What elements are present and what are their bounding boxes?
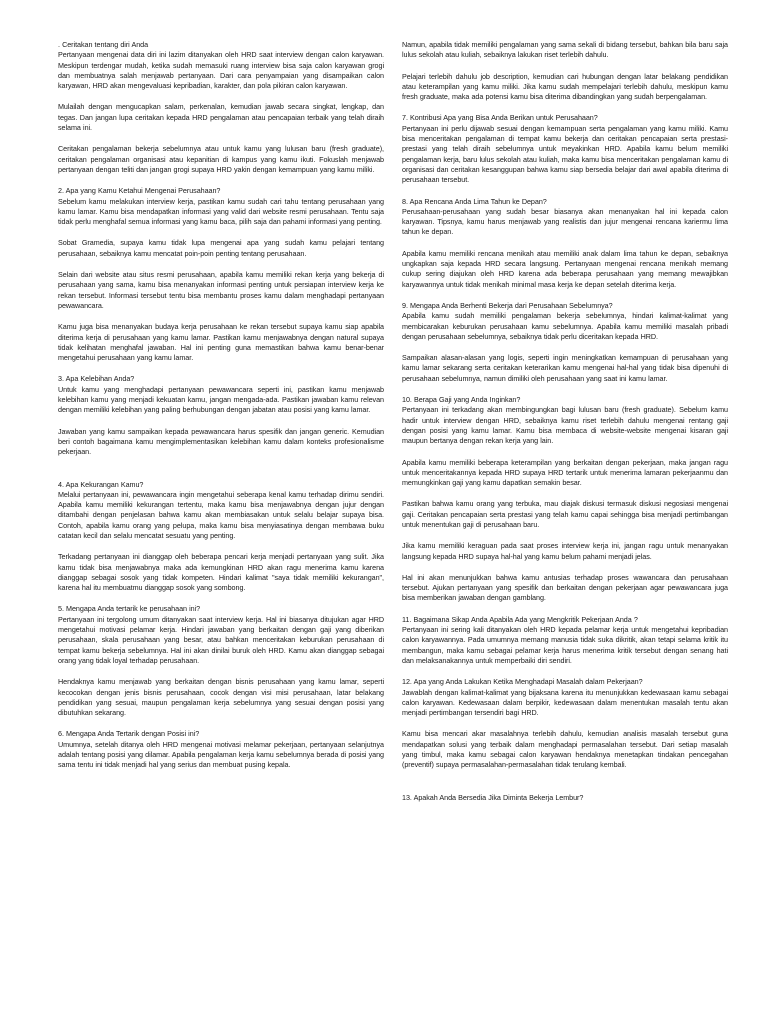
paragraph: Pelajari terlebih dahulu job description, kemudian cari hubungan dengan latar belakang pendidikan atau keterampilan yang kamu miliki. Jika kamu sudah mempelajari terlebih dahulu, meskipun kamu fresh graduate, maka ada potensi kamu bisa diterima dibandingkan yang sudah berpengalaman. bbox=[402, 71, 728, 102]
paragraph: Apabila kamu memiliki rencana menikah atau memiliki anak dalam lima tahun ke depan, sebaiknya ungkapkan saja kepada HRD secara langsung. Pertanyaan mengenai rencana menikah memang cukup sering diajukan oleh HRD karena ada beberapa perusahaan yang memang mewajibkan karyawannya untuk tidak menikah minimal masa kerja ke depan setelah diterima kerja. bbox=[402, 248, 728, 289]
paragraph: Selain dari website atau situs resmi perusahaan, apabila kamu memiliki rekan kerja yang bekerja di perusahaan yang sama, kamu bisa menanyakan informasi penting untuk persiapan interview kerja ke rekan tersebut. Informasi tersebut tentu bisa membantu proses kamu dalam menghadapi pertanyaan pewawancara. bbox=[58, 270, 384, 310]
paragraph: Pastikan bahwa kamu orang yang terbuka, mau diajak diskusi termasuk diskusi negosiasi mengenai gaji. Ceritakan pencapaian serta prestasi yang telah kamu capai sehingga bisa menjadi pertimbangan untuk menentukan gaji di perusahaan baru. bbox=[402, 499, 728, 529]
paragraph: Mulailah dengan mengucapkan salam, perkenalan, kemudian jawab secara singkat, lengkap, dan tegas. Dan jangan lupa ceritakan kepada HRD pengalaman atau pencapaian terbaik yang telah diraih selama ini. bbox=[58, 102, 384, 133]
paragraph: Hal ini akan menunjukkan bahwa kamu antusias terhadap proses wawancara dan perusahaan tersebut. Ajukan pertanyaan yang spesifik dan berkaitan dengan pekerjaan agar pewawancara juga bisa memberikan jawaban dengan gamblang. bbox=[402, 572, 728, 603]
paragraph: Kamu juga bisa menanyakan budaya kerja perusahaan ke rekan tersebut supaya kamu siap apabila diterima kerja di perusahaan yang kamu lamar. Pastikan kamu menjawabnya dengan natural supaya tidak kelihatan menghafal jawaban. Hal ini penting guna memastikan bahwa kamu benar-benar mengetahui perusahaan yang kamu lamar. bbox=[58, 322, 384, 363]
paragraph: 11. Bagaimana Sikap Anda Apabila Ada yang Mengkritik Pekerjaan Anda ? Pertanyaan ini sering kali ditanyakan oleh HRD kepada pelamar kerja untuk mengetahui kepribadian calon karyawannya. Pada umumnya memang manusia tidak suka dikritik, akan tetapi selama kritik itu membangun, maka kamu sebagai pelamar kerja harus menerima kritik tersebut dengan senang hati dan melaksanakannya untuk memperbaiki diri sendiri. bbox=[402, 614, 728, 665]
paragraph: 3. Apa Kelebihan Anda? Untuk kamu yang menghadapi pertanyaan pewawancara seperti ini, pastikan kamu menjawab kelebihan kamu yang menjadi kekuatan kamu, jangan mengada-ada. Pastikan jawaban kamu relevan dengan memiliki kelebihan yang paling berhubungan dengan jabatan atau posisi yang kamu lamar. bbox=[58, 374, 384, 415]
paragraph: Jawaban yang kamu sampaikan kepada pewawancara harus spesifik dan jangan generic. Kemudian beri contoh bagaimana kamu mengimplementasikan kelebihan kamu dalam konteks profesionalisme pekerjaan. bbox=[58, 426, 384, 457]
paragraph: 6. Mengapa Anda Tertarik dengan Posisi ini? Umumnya, setelah ditanya oleh HRD mengenai motivasi melamar pekerjaan, pertanyaan selanjutnya adalah tentang posisi yang dilamar. Apabila pengalaman kerja kamu sebelumnya berada di posisi yang sama tentu ini tidak menjadi hal yang serius dan membuat pusing kepala. bbox=[58, 729, 384, 770]
right-column bbox=[402, 40, 728, 1024]
paragraph: 10. Berapa Gaji yang Anda Inginkan? Pertanyaan ini terkadang akan membingungkan bagi lulusan baru (fresh graduate). Sebelum kamu hadir untuk interview dengan HRD, sebaiknya kamu riset terlebih dahulu mengenai rentang gaji dengan posisi yang kamu lamar. Kamu bisa membaca di website-website mengenai kisaran gaji maupun bertanya dengan rekan kerja yang lain. bbox=[402, 395, 728, 446]
paragraph: Sobat Gramedia, supaya kamu tidak lupa mengenai apa yang sudah kamu pelajari tentang perusahaan, sebaiknya kamu mencatat poin-poin penting tentang perusahaan. bbox=[58, 238, 384, 258]
paragraph: Namun, apabila tidak memiliki pengalaman yang sama sekali di bidang tersebut, bahkan bila baru saja lulus sekolah atau kuliah, sebaiknya lakukan riset terlebih dahulu. bbox=[402, 40, 728, 60]
paragraph: Sampaikan alasan-alasan yang logis, seperti ingin meningkatkan kemampuan di perusahaan yang kamu lamar sekarang serta ceritakan keterarikan kamu mengenai hal-hal yang tidak bisa dipenuhi di perusahaan sebelumnya, namun dimiliki oleh perusahaan yang saat ini kamu lamar. bbox=[402, 353, 728, 383]
left-column bbox=[58, 40, 384, 1024]
paragraph: 12. Apa yang Anda Lakukan Ketika Menghadapi Masalah dalam Pekerjaan? Jawablah dengan kalimat-kalimat yang bijaksana karena itu menunjukkan kedewasaan kamu sebagai calon karyawan. Kedewasaan dalam berpikir, kedewasaan dalam menentukan masalah tentu akan menjadi pertimbangan tersendiri bagi HRD. bbox=[402, 677, 728, 718]
paragraph: 4. Apa Kekurangan Kamu? Melalui pertanyaan ini, pewawancara ingin mengetahui seberapa kenal kamu terhadap dirimu sendiri. Apabila kamu memiliki kekurangan tertentu, maka kamu bisa menjawabnya dengan jujur dengan ditambahi dengan penjelasan bahwa kamu akan membiasakan untuk selalu belajar supaya bisa. Contoh, apabila kamu orang yang pelupa, maka kamu bisa menyiasatinya dengan membawa buku catatan kecil dan selalu mencatat sesuatu yang penting. bbox=[58, 479, 384, 540]
paragraph: 13. Apakah Anda Bersedia Jika Diminta Bekerja Lembur? bbox=[402, 792, 584, 802]
paragraph: Jika kamu memiliki keraguan pada saat proses interview kerja ini, jangan ragu untuk menanyakan langsung kepada HRD supaya hal-hal yang kamu belum pahami menjadi jelas. bbox=[402, 541, 728, 561]
paragraph: 5. Mengapa Anda tertarik ke perusahaan ini? Pertanyaan ini tergolong umum ditanyakan saat interview kerja. Hal ini biasanya ditujukan agar HRD mengetahui motivasi pelamar kerja. Hindari jawaban yang berkaitan dengan gaji yang diberikan perusahaan, skala perusahaan yang besar, atau bahkan menceritakan keburukan perusahaan di tempat kamu bekerja sebelumnya. Hal ini akan dinilai buruk oleh HRD. Kamu akan dianggap sebagai orang yang tidak loyal terhadap perusahaan. bbox=[58, 604, 384, 665]
paragraph: 2. Apa yang Kamu Ketahui Mengenai Perusahaan? Sebelum kamu melakukan interview kerja, pastikan kamu sudah cari tahu tentang perusahaan yang kamu lamar. Kamu bisa mendapatkan informasi yang valid dari website resmi perusahaan. Tentu saja tidak perlu menghafal semua informasi yang kamu baca, pilih saja dan pahami informasi yang penting. bbox=[58, 186, 384, 227]
paragraph: Kamu bisa mencari akar masalahnya terlebih dahulu, kemudian analisis masalah tersebut guna mendapatkan solusi yang terbaik dalam menghadapi permasalahan tersebut. Dari setiap masalah yang timbul, maka kamu sebagai calon karyawan hendaknya menetapkan tindakan pencegahan (preventif) supaya permasalahan-permasalahan tidak terulang kembali. bbox=[402, 729, 728, 770]
paragraph: Ceritakan pengalaman bekerja sebelumnya atau untuk kamu yang lulusan baru (fresh graduate), ceritakan pengalaman organisasi atau kepanitian di kampus yang kamu ikuti. Fokuslah menjawab pertanyaan dengan teliti dan jangan grogi supaya HRD yakin dengan kemampuan yang kamu miliki. bbox=[58, 144, 384, 174]
paragraph: . Ceritakan tentang diri Anda Pertanyaan mengenai data diri ini lazim ditanyakan oleh HRD saat interview dengan calon karyawan. Meskipun terdengar mudah, ketika sudah memasuki ruang interview bisa saja calon karyawan grogi dan membuatnya salah menjawab pertanyaan. Dari cara penyampaian yang disampaikan calon karyawan, HRD akan mengevaluasi kepribadian, karakter, dan pola pikiran calon karyawan. bbox=[58, 40, 384, 91]
paragraph: 8. Apa Rencana Anda Lima Tahun ke Depan? Perusahaan-perusahaan yang sudah besar biasanya akan menanyakan hal ini kepada calon karyawan. Tipsnya, kamu harus menjawab yang realistis dan jujur mengenai rencana kariermu lima tahun ke depan. bbox=[402, 196, 728, 237]
paragraph: 9. Mengapa Anda Berhenti Bekerja dari Perusahaan Sebelumnya? Apabila kamu sudah memiliki pengalaman bekerja sebelumnya, hindari kalimat-kalimat yang membicarakan keburukan perusahaan kamu sebelumnya. Apabila kamu memiliki masalah pribadi dengan perusahaan sebelumnya, sebaiknya tidak perlu diceritakan kepada HRD. bbox=[402, 300, 728, 341]
paragraph: Hendaknya kamu menjawab yang berkaitan dengan bisnis perusahaan yang kamu lamar, seperti kecocokan dengan jenis bisnis perusahaan, cocok dengan visi misi perusahaan, latar belakang pendidikan yang sesuai, maupun pengalaman kerja sebelumnya yang sesuai dengan posisi yang dibutuhkan sekarang. bbox=[58, 677, 384, 718]
paragraph: 7. Kontribusi Apa yang Bisa Anda Berikan untuk Perusahaan? Pertanyaan ini perlu dijawab sesuai dengan kemampuan serta pengalaman yang kamu miliki. Kamu bisa menceritakan pengalaman di tempat kamu bekerja dan ceritakan pencapaian serta prestasi-prestasi yang telah diraih sebelumnya untuk meyakinkan HRD. Apabila kamu belum memiliki pengalaman kerja, baru lulus sekolah atau kuliah, maka kamu bisa menceritakan pengalaman kamu di organisasi dan ceritakan kesanggupan bahwa kamu siap bersedia belajar dari awal apabila diterima di perusahaan tersebut. bbox=[402, 113, 728, 185]
paragraph: Apabila kamu memiliki beberapa keterampilan yang berkaitan dengan pekerjaan, maka jangan ragu untuk menceritakannya kepada HRD supaya HRD tertarik untuk menerima lamaran pekerjaanmu dan memungkinkan gaji yang kamu dapatkan semakin besar. bbox=[402, 457, 728, 488]
paragraph: Terkadang pertanyaan ini dianggap oleh beberapa pencari kerja menjadi pertanyaan yang sulit. Jika kamu tidak bisa menjawabnya maka ada kemungkinan HRD akan ragu menerima kamu karena dianggap sebagai sosok yang tidak kompeten. Hindari kalimat "saya tidak memiliki kekurangan", karena hal itu membuatmu dianggap sosok yang sombong. bbox=[58, 552, 384, 593]
